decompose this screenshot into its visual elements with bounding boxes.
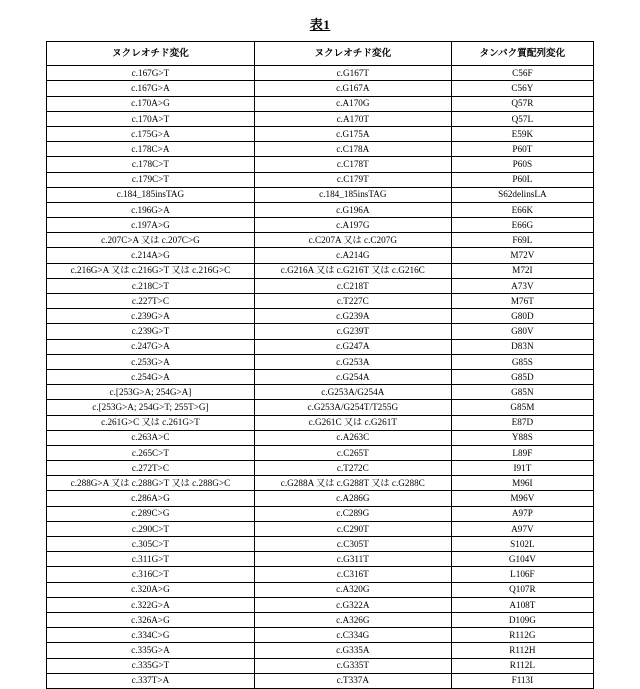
table-row bbox=[47, 658, 594, 673]
cell-nucleotide-change: c.263A>C bbox=[47, 430, 255, 445]
cell-nucleotide-change: c.A263C bbox=[254, 430, 451, 445]
cell-protein-change: P60S bbox=[451, 157, 593, 172]
cell-protein-change: S62delinsLA bbox=[451, 187, 593, 202]
cell-nucleotide-change: c.247G>A bbox=[47, 339, 255, 354]
cell-nucleotide-change: c.196G>A bbox=[47, 202, 255, 217]
cell-protein-change: R112L bbox=[451, 658, 593, 673]
cell-nucleotide-change: c.C178T bbox=[254, 157, 451, 172]
cell-protein-change: G85N bbox=[451, 385, 593, 400]
table-row bbox=[47, 81, 594, 96]
table-row bbox=[47, 400, 594, 415]
cell-nucleotide-change: c.316C>T bbox=[47, 567, 255, 582]
table-row bbox=[47, 628, 594, 643]
cell-nucleotide-change: c.322G>A bbox=[47, 597, 255, 612]
cell-protein-change: I91T bbox=[451, 461, 593, 476]
cell-nucleotide-change: c.G335T bbox=[254, 658, 451, 673]
cell-nucleotide-change: c.G261C 又は c.G261T bbox=[254, 415, 451, 430]
cell-nucleotide-change: c.337T>A bbox=[47, 673, 255, 688]
table-row bbox=[47, 66, 594, 81]
cell-nucleotide-change: c.G175A bbox=[254, 126, 451, 141]
cell-protein-change: F113I bbox=[451, 673, 593, 688]
cell-protein-change: M96I bbox=[451, 476, 593, 491]
table-row bbox=[47, 673, 594, 688]
table-row bbox=[47, 537, 594, 552]
cell-nucleotide-change: c.G335A bbox=[254, 643, 451, 658]
table-row bbox=[47, 461, 594, 476]
table-row bbox=[47, 263, 594, 278]
cell-nucleotide-change: c.290C>T bbox=[47, 521, 255, 536]
cell-protein-change: A97V bbox=[451, 521, 593, 536]
cell-nucleotide-change: c.179C>T bbox=[47, 172, 255, 187]
cell-nucleotide-change: c.184_185insTAG bbox=[254, 187, 451, 202]
cell-nucleotide-change: c.218C>T bbox=[47, 278, 255, 293]
cell-nucleotide-change: c.G167A bbox=[254, 81, 451, 96]
table-row bbox=[47, 415, 594, 430]
cell-nucleotide-change: c.A197G bbox=[254, 218, 451, 233]
cell-nucleotide-change: c.G196A bbox=[254, 202, 451, 217]
cell-protein-change: M96V bbox=[451, 491, 593, 506]
cell-nucleotide-change: c.289C>G bbox=[47, 506, 255, 521]
table-row bbox=[47, 126, 594, 141]
cell-nucleotide-change: c.170A>T bbox=[47, 111, 255, 126]
cell-nucleotide-change: c.G239A bbox=[254, 309, 451, 324]
cell-protein-change: M76T bbox=[451, 294, 593, 309]
table-row bbox=[47, 187, 594, 202]
table-row bbox=[47, 552, 594, 567]
cell-nucleotide-change: c.184_185insTAG bbox=[47, 187, 255, 202]
table-row bbox=[47, 142, 594, 157]
cell-protein-change: C56Y bbox=[451, 81, 593, 96]
cell-nucleotide-change: c.239G>A bbox=[47, 309, 255, 324]
cell-nucleotide-change: c.178C>T bbox=[47, 157, 255, 172]
table-row bbox=[47, 324, 594, 339]
cell-nucleotide-change: c.C178A bbox=[254, 142, 451, 157]
cell-protein-change: R112H bbox=[451, 643, 593, 658]
table-row bbox=[47, 369, 594, 384]
cell-nucleotide-change: c.254G>A bbox=[47, 369, 255, 384]
cell-nucleotide-change: c.G216A 又は c.G216T 又は c.G216C bbox=[254, 263, 451, 278]
table-row bbox=[47, 96, 594, 111]
cell-protein-change: M72V bbox=[451, 248, 593, 263]
table-row bbox=[47, 385, 594, 400]
cell-nucleotide-change: c.G288A 又は c.G288T 又は c.G288C bbox=[254, 476, 451, 491]
table-row bbox=[47, 233, 594, 248]
cell-protein-change: G104V bbox=[451, 552, 593, 567]
cell-protein-change: F69L bbox=[451, 233, 593, 248]
cell-nucleotide-change: c.320A>G bbox=[47, 582, 255, 597]
cell-nucleotide-change: c.167G>A bbox=[47, 81, 255, 96]
table-row bbox=[47, 278, 594, 293]
page-title: 表1 bbox=[309, 17, 331, 32]
cell-protein-change: P60T bbox=[451, 142, 593, 157]
cell-nucleotide-change: c.A286G bbox=[254, 491, 451, 506]
cell-nucleotide-change: c.170A>G bbox=[47, 96, 255, 111]
column-header-nucleotide-1: ヌクレオチド変化 bbox=[47, 42, 255, 66]
table-row bbox=[47, 111, 594, 126]
table-row bbox=[47, 202, 594, 217]
mutation-table-wrapper bbox=[46, 41, 594, 689]
cell-nucleotide-change: c.207C>A 又は c.207C>G bbox=[47, 233, 255, 248]
cell-nucleotide-change: c.G254A bbox=[254, 369, 451, 384]
cell-nucleotide-change: c.239G>T bbox=[47, 324, 255, 339]
cell-protein-change: A108T bbox=[451, 597, 593, 612]
cell-protein-change: S102L bbox=[451, 537, 593, 552]
cell-nucleotide-change: c.G167T bbox=[254, 66, 451, 81]
cell-nucleotide-change: c.A170T bbox=[254, 111, 451, 126]
table-row bbox=[47, 294, 594, 309]
cell-protein-change: L89F bbox=[451, 445, 593, 460]
cell-nucleotide-change: c.C316T bbox=[254, 567, 451, 582]
cell-nucleotide-change: c.C289G bbox=[254, 506, 451, 521]
table-row bbox=[47, 597, 594, 612]
table-row bbox=[47, 354, 594, 369]
cell-nucleotide-change: c.G311T bbox=[254, 552, 451, 567]
cell-nucleotide-change: c.C218T bbox=[254, 278, 451, 293]
cell-nucleotide-change: c.G322A bbox=[254, 597, 451, 612]
cell-protein-change: Q107R bbox=[451, 582, 593, 597]
cell-nucleotide-change: c.227T>C bbox=[47, 294, 255, 309]
cell-nucleotide-change: c.[253G>A; 254G>T; 255T>G] bbox=[47, 400, 255, 415]
cell-nucleotide-change: c.286A>G bbox=[47, 491, 255, 506]
table-row bbox=[47, 582, 594, 597]
cell-nucleotide-change: c.311G>T bbox=[47, 552, 255, 567]
cell-nucleotide-change: c.G239T bbox=[254, 324, 451, 339]
cell-protein-change: M72I bbox=[451, 263, 593, 278]
cell-protein-change: E66K bbox=[451, 202, 593, 217]
cell-nucleotide-change: c.C207A 又は c.C207G bbox=[254, 233, 451, 248]
cell-protein-change: P60L bbox=[451, 172, 593, 187]
cell-nucleotide-change: c.261G>C 又は c.261G>T bbox=[47, 415, 255, 430]
table-row bbox=[47, 612, 594, 627]
cell-protein-change: D83N bbox=[451, 339, 593, 354]
cell-protein-change: A97P bbox=[451, 506, 593, 521]
table-row bbox=[47, 506, 594, 521]
cell-nucleotide-change: c.335G>A bbox=[47, 643, 255, 658]
table-row bbox=[47, 521, 594, 536]
cell-nucleotide-change: c.178C>A bbox=[47, 142, 255, 157]
cell-nucleotide-change: c.305C>T bbox=[47, 537, 255, 552]
cell-nucleotide-change: c.334C>G bbox=[47, 628, 255, 643]
cell-nucleotide-change: c.A320G bbox=[254, 582, 451, 597]
cell-protein-change: Q57L bbox=[451, 111, 593, 126]
cell-protein-change: G80V bbox=[451, 324, 593, 339]
cell-nucleotide-change: c.214A>G bbox=[47, 248, 255, 263]
table-row bbox=[47, 643, 594, 658]
cell-protein-change: A73V bbox=[451, 278, 593, 293]
table-row bbox=[47, 339, 594, 354]
cell-protein-change: Y88S bbox=[451, 430, 593, 445]
cell-nucleotide-change: c.A214G bbox=[254, 248, 451, 263]
table-row bbox=[47, 491, 594, 506]
table-row bbox=[47, 445, 594, 460]
cell-protein-change: C56F bbox=[451, 66, 593, 81]
cell-nucleotide-change: c.T227C bbox=[254, 294, 451, 309]
cell-nucleotide-change: c.T272C bbox=[254, 461, 451, 476]
cell-protein-change: L106F bbox=[451, 567, 593, 582]
cell-nucleotide-change: c.C265T bbox=[254, 445, 451, 460]
cell-protein-change: R112G bbox=[451, 628, 593, 643]
cell-nucleotide-change: c.T337A bbox=[254, 673, 451, 688]
table-row bbox=[47, 309, 594, 324]
cell-nucleotide-change: c.326A>G bbox=[47, 612, 255, 627]
cell-nucleotide-change: c.335G>T bbox=[47, 658, 255, 673]
cell-nucleotide-change: c.C290T bbox=[254, 521, 451, 536]
cell-nucleotide-change: c.272T>C bbox=[47, 461, 255, 476]
cell-protein-change: E66G bbox=[451, 218, 593, 233]
cell-nucleotide-change: c.G253A bbox=[254, 354, 451, 369]
column-header-nucleotide-2: ヌクレオチド変化 bbox=[254, 42, 451, 66]
cell-nucleotide-change: c.C334G bbox=[254, 628, 451, 643]
cell-nucleotide-change: c.C179T bbox=[254, 172, 451, 187]
cell-nucleotide-change: c.G247A bbox=[254, 339, 451, 354]
cell-nucleotide-change: c.167G>T bbox=[47, 66, 255, 81]
table-row bbox=[47, 218, 594, 233]
cell-protein-change: G85M bbox=[451, 400, 593, 415]
cell-nucleotide-change: c.216G>A 又は c.216G>T 又は c.216G>C bbox=[47, 263, 255, 278]
table-body bbox=[47, 66, 594, 689]
cell-nucleotide-change: c.197A>G bbox=[47, 218, 255, 233]
cell-nucleotide-change: c.253G>A bbox=[47, 354, 255, 369]
cell-protein-change: G80D bbox=[451, 309, 593, 324]
table-row bbox=[47, 172, 594, 187]
cell-protein-change: E87D bbox=[451, 415, 593, 430]
cell-nucleotide-change: c.G253A/G254A bbox=[254, 385, 451, 400]
table-row bbox=[47, 157, 594, 172]
cell-protein-change: G85D bbox=[451, 369, 593, 384]
cell-nucleotide-change: c.G253A/G254T/T255G bbox=[254, 400, 451, 415]
table-row bbox=[47, 430, 594, 445]
mutation-table bbox=[46, 41, 594, 689]
column-header-protein: タンパク質配列変化 bbox=[451, 42, 593, 66]
cell-protein-change: D109G bbox=[451, 612, 593, 627]
table-row bbox=[47, 567, 594, 582]
table-row bbox=[47, 476, 594, 491]
cell-nucleotide-change: c.265C>T bbox=[47, 445, 255, 460]
cell-protein-change: G85S bbox=[451, 354, 593, 369]
cell-nucleotide-change: c.175G>A bbox=[47, 126, 255, 141]
cell-nucleotide-change: c.A170G bbox=[254, 96, 451, 111]
cell-protein-change: Q57R bbox=[451, 96, 593, 111]
cell-nucleotide-change: c.288G>A 又は c.288G>T 又は c.288G>C bbox=[47, 476, 255, 491]
table-row bbox=[47, 248, 594, 263]
table-header-row bbox=[47, 42, 594, 66]
cell-nucleotide-change: c.A326G bbox=[254, 612, 451, 627]
cell-nucleotide-change: c.[253G>A; 254G>A] bbox=[47, 385, 255, 400]
cell-protein-change: E59K bbox=[451, 126, 593, 141]
cell-nucleotide-change: c.C305T bbox=[254, 537, 451, 552]
